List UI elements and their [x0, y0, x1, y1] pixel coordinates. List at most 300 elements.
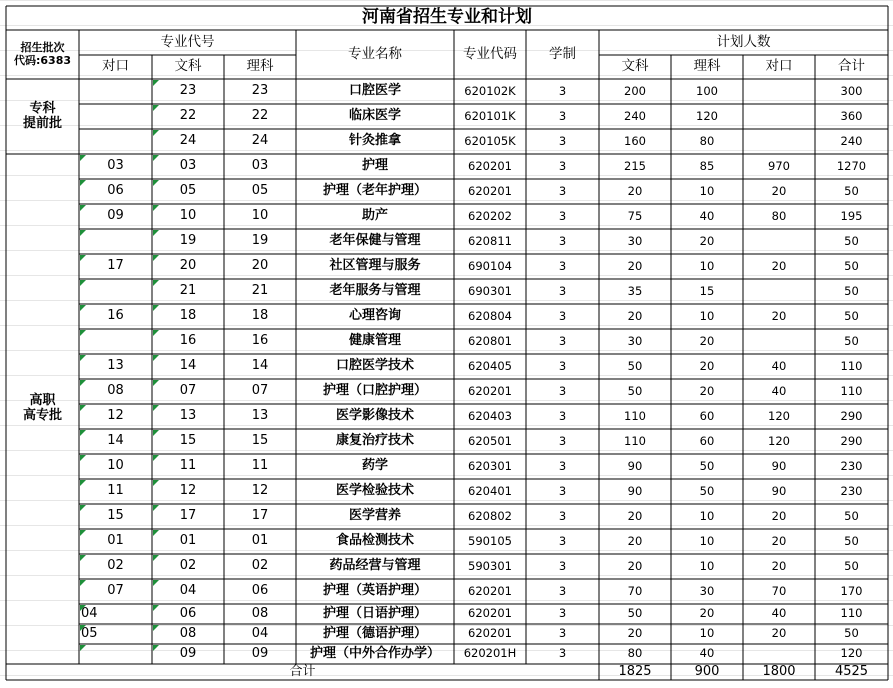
- text-number-marker: [80, 430, 86, 436]
- cell-plan-wenke: 30: [627, 233, 643, 248]
- cell-major-name: 药品经营与管理: [329, 558, 421, 574]
- cell-wenke-code: 07: [179, 383, 197, 399]
- cell-major-name: 针灸推拿: [348, 133, 401, 149]
- cell-program-code: 590301: [468, 558, 512, 573]
- cell-plan-duikou: 120: [768, 408, 790, 423]
- cell-duikou-code: 04: [81, 605, 98, 621]
- cell-major-name: 护理（老年护理）: [322, 183, 427, 199]
- text-number-marker: [153, 530, 159, 536]
- cell-duration: 3: [558, 158, 567, 173]
- cell-plan-total: 50: [844, 283, 859, 298]
- cell-plan-total: 240: [840, 133, 863, 148]
- cell-plan-wenke: 20: [627, 533, 643, 548]
- text-number-marker: [153, 555, 159, 561]
- footer-plan-like: 900: [694, 663, 720, 679]
- cell-program-code: 620101K: [464, 108, 516, 123]
- cell-duikou-code: 17: [107, 258, 124, 274]
- cell-major-name: 心理咨询: [348, 308, 401, 324]
- cell-duikou-code: 10: [107, 458, 124, 474]
- cell-plan-like: 20: [699, 383, 715, 398]
- text-number-marker: [80, 180, 86, 186]
- cell-major-name: 医学影像技术: [335, 408, 414, 424]
- cell-duikou-code: 07: [107, 583, 124, 599]
- text-number-marker: [80, 280, 86, 286]
- cell-program-code: 620201: [468, 583, 512, 598]
- header-sub-like: 理科: [246, 58, 274, 75]
- cell-plan-duikou: [743, 104, 815, 129]
- cell-plan-total: 50: [844, 533, 859, 548]
- cell-plan-duikou: 20: [771, 308, 787, 323]
- text-number-marker: [80, 555, 86, 561]
- cell-plan-like: 100: [696, 83, 718, 98]
- cell-plan-like: 20: [699, 606, 715, 621]
- text-number-marker: [80, 645, 86, 651]
- header-plan-wenke: 文科: [621, 58, 649, 75]
- header-sub-wenke: 文科: [174, 58, 202, 75]
- cell-plan-total: 290: [840, 433, 863, 448]
- cell-like-code: 18: [251, 308, 269, 324]
- cell-duikou-code: 03: [107, 158, 124, 174]
- cell-plan-like: 10: [699, 626, 715, 641]
- cell-plan-total: 120: [840, 646, 863, 661]
- text-number-marker: [80, 530, 86, 536]
- cell-program-code: 690301: [468, 283, 512, 298]
- cell-plan-wenke: 90: [627, 458, 643, 473]
- cell-like-code: 24: [251, 133, 269, 149]
- cell-duration: 3: [558, 133, 567, 148]
- cell-plan-like: 60: [699, 433, 715, 448]
- cell-like-code: 05: [251, 183, 269, 199]
- cell-plan-like: 50: [699, 458, 715, 473]
- text-number-marker: [153, 155, 159, 161]
- cell-like-code: 19: [251, 233, 269, 249]
- text-number-marker: [153, 80, 159, 86]
- cell-plan-duikou: 970: [768, 158, 790, 173]
- text-number-marker: [80, 230, 86, 236]
- cell-plan-duikou: 20: [771, 508, 787, 523]
- cell-major-name: 护理（英语护理）: [322, 583, 427, 599]
- cell-duration: 3: [558, 83, 567, 98]
- cell-like-code: 16: [251, 333, 269, 349]
- text-number-marker: [80, 355, 86, 361]
- cell-plan-duikou: 70: [771, 583, 787, 598]
- cell-plan-wenke: 50: [627, 358, 643, 373]
- text-number-marker: [80, 330, 86, 336]
- cell-duration: 3: [558, 646, 567, 661]
- text-number-marker: [153, 280, 159, 286]
- cell-plan-like: 10: [699, 558, 715, 573]
- cell-like-code: 20: [251, 258, 269, 274]
- cell-duration: 3: [558, 283, 567, 298]
- cell-wenke-code: 06: [179, 605, 197, 621]
- text-number-marker: [80, 405, 86, 411]
- cell-plan-duikou: 20: [771, 533, 787, 548]
- cell-plan-total: 290: [840, 408, 863, 423]
- cell-program-code: 620802: [468, 508, 512, 523]
- cell-plan-total: 50: [844, 333, 859, 348]
- cell-plan-total: 110: [840, 383, 863, 398]
- cell-duikou-code: 06: [107, 183, 124, 199]
- cell-wenke-code: 10: [179, 208, 197, 224]
- cell-plan-duikou: [743, 329, 815, 354]
- cell-plan-total: 110: [840, 606, 863, 621]
- cell-plan-like: 20: [699, 233, 715, 248]
- footer-total-label: 合计: [289, 663, 316, 679]
- cell-plan-wenke: 20: [627, 183, 643, 198]
- cell-plan-like: 20: [699, 333, 715, 348]
- cell-plan-total: 195: [840, 208, 863, 223]
- cell-program-code: 620501: [468, 433, 512, 448]
- cell-major-name: 药学: [361, 458, 388, 474]
- cell-major-name: 老年服务与管理: [329, 283, 421, 299]
- cell-duration: 3: [558, 208, 567, 223]
- cell-duikou-code: [79, 329, 152, 354]
- cell-plan-wenke: 30: [627, 333, 643, 348]
- cell-major-name: 老年保健与管理: [329, 233, 421, 249]
- text-number-marker: [153, 330, 159, 336]
- header-plan-duikou: 对口: [765, 58, 793, 75]
- cell-plan-duikou: 40: [771, 358, 787, 373]
- cell-program-code: 590105: [468, 533, 512, 548]
- cell-program-code: 620105K: [464, 133, 516, 148]
- cell-wenke-code: 22: [179, 108, 197, 124]
- cell-plan-wenke: 110: [624, 433, 646, 448]
- header-plan-total: 合计: [838, 58, 865, 75]
- page-title: 河南省招生专业和计划: [362, 7, 532, 28]
- cell-like-code: 09: [251, 645, 269, 661]
- cell-like-code: 21: [251, 283, 269, 299]
- cell-plan-wenke: 90: [627, 483, 643, 498]
- cell-duration: 3: [558, 233, 567, 248]
- header-program-code: 专业代码: [463, 45, 517, 62]
- cell-like-code: 23: [251, 83, 269, 99]
- cell-plan-wenke: 200: [624, 83, 646, 98]
- cell-program-code: 620102K: [464, 83, 516, 98]
- cell-major-name: 口腔医学: [348, 83, 401, 99]
- cell-wenke-code: 12: [179, 483, 197, 499]
- text-number-marker: [153, 130, 159, 136]
- cell-plan-wenke: 50: [627, 606, 643, 621]
- cell-plan-wenke: 80: [627, 646, 643, 661]
- text-number-marker: [80, 155, 86, 161]
- cell-plan-total: 230: [840, 458, 863, 473]
- header-plan-like: 理科: [693, 58, 721, 75]
- cell-wenke-code: 18: [179, 308, 197, 324]
- cell-like-code: 01: [251, 533, 269, 549]
- cell-plan-wenke: 50: [627, 383, 643, 398]
- text-number-marker: [153, 380, 159, 386]
- cell-plan-duikou: 20: [771, 558, 787, 573]
- text-number-marker: [153, 430, 159, 436]
- text-number-marker: [80, 480, 86, 486]
- text-number-marker: [153, 405, 159, 411]
- cell-like-code: 22: [251, 108, 269, 124]
- cell-plan-like: 10: [699, 533, 715, 548]
- cell-wenke-code: 11: [179, 458, 197, 474]
- cell-duikou-code: [79, 644, 152, 664]
- cell-program-code: 620811: [468, 233, 512, 248]
- cell-plan-like: 10: [699, 183, 715, 198]
- text-number-marker: [153, 205, 159, 211]
- cell-program-code: 620401: [468, 483, 512, 498]
- cell-plan-like: 80: [699, 133, 715, 148]
- cell-wenke-code: 03: [179, 158, 197, 174]
- cell-wenke-code: 09: [179, 645, 197, 661]
- cell-duration: 3: [558, 483, 567, 498]
- cell-plan-duikou: [743, 79, 815, 104]
- cell-duration: 3: [558, 433, 567, 448]
- text-number-marker: [80, 580, 86, 586]
- cell-like-code: 12: [251, 483, 269, 499]
- cell-program-code: 620201: [468, 383, 512, 398]
- cell-major-name: 医学检验技术: [335, 483, 414, 499]
- cell-duration: 3: [558, 533, 567, 548]
- cell-plan-like: 10: [699, 258, 715, 273]
- cell-duration: 3: [558, 408, 567, 423]
- cell-like-code: 17: [251, 508, 269, 524]
- cell-major-name: 康复治疗技术: [335, 433, 414, 449]
- cell-plan-wenke: 110: [624, 408, 646, 423]
- cell-wenke-code: 19: [179, 233, 197, 249]
- text-number-marker: [153, 580, 159, 586]
- cell-duration: 3: [558, 558, 567, 573]
- cell-like-code: 07: [251, 383, 269, 399]
- cell-major-name: 护理（中外合作办学）: [309, 645, 440, 661]
- cell-duration: 3: [558, 358, 567, 373]
- text-number-marker: [153, 180, 159, 186]
- cell-program-code: 620201: [468, 158, 512, 173]
- cell-like-code: 04: [251, 625, 269, 641]
- cell-major-name: 口腔医学技术: [335, 358, 414, 374]
- text-number-marker: [80, 305, 86, 311]
- header-sub-duikou: 对口: [102, 58, 129, 75]
- cell-plan-total: 110: [840, 358, 863, 373]
- cell-plan-duikou: [743, 129, 815, 154]
- text-number-marker: [153, 505, 159, 511]
- cell-plan-like: 120: [696, 108, 718, 123]
- cell-plan-wenke: 215: [624, 158, 646, 173]
- cell-plan-duikou: 20: [771, 626, 787, 641]
- cell-plan-total: 1270: [836, 158, 867, 173]
- header-batch-code: 招生批次 代码:6383: [13, 40, 71, 67]
- cell-wenke-code: 21: [179, 283, 197, 299]
- cell-wenke-code: 02: [179, 558, 197, 574]
- cell-plan-like: 85: [699, 158, 715, 173]
- cell-duration: 3: [558, 626, 567, 641]
- cell-plan-duikou: 120: [768, 433, 790, 448]
- cell-like-code: 13: [251, 408, 269, 424]
- cell-major-name: 护理（口腔护理）: [322, 383, 427, 399]
- cell-like-code: 02: [251, 558, 269, 574]
- cell-plan-duikou: 40: [771, 606, 787, 621]
- cell-plan-total: 50: [844, 183, 859, 198]
- cell-duration: 3: [558, 183, 567, 198]
- cell-major-name: 护理（德语护理）: [322, 625, 427, 641]
- cell-wenke-code: 17: [179, 508, 197, 524]
- text-number-marker: [153, 105, 159, 111]
- cell-wenke-code: 08: [179, 625, 197, 641]
- cell-duikou-code: 12: [107, 408, 124, 424]
- cell-major-name: 护理: [361, 158, 388, 174]
- cell-major-name: 社区管理与服务: [329, 258, 421, 274]
- cell-wenke-code: 13: [179, 408, 197, 424]
- cell-duration: 3: [558, 383, 567, 398]
- cell-wenke-code: 20: [179, 258, 197, 274]
- text-number-marker: [80, 380, 86, 386]
- text-number-marker: [153, 455, 159, 461]
- cell-major-name: 食品检测技术: [335, 533, 414, 549]
- cell-plan-duikou: 90: [771, 483, 787, 498]
- cell-like-code: 14: [251, 358, 269, 374]
- cell-duration: 3: [558, 108, 567, 123]
- cell-plan-wenke: 240: [624, 108, 646, 123]
- header-plan-group: 计划人数: [716, 33, 771, 50]
- cell-plan-wenke: 20: [627, 508, 643, 523]
- text-number-marker: [80, 505, 86, 511]
- cell-plan-duikou: 20: [771, 183, 787, 198]
- cell-plan-like: 10: [699, 508, 715, 523]
- cell-duikou-code: 15: [107, 508, 124, 524]
- cell-major-name: 医学营养: [348, 508, 401, 524]
- cell-plan-duikou: 90: [771, 458, 787, 473]
- batch-group-label: 高职 高专批: [22, 393, 62, 423]
- cell-plan-total: 50: [844, 258, 859, 273]
- text-number-marker: [80, 625, 86, 631]
- cell-duration: 3: [558, 308, 567, 323]
- cell-program-code: 620801: [468, 333, 512, 348]
- text-number-marker: [153, 305, 159, 311]
- cell-duration: 3: [558, 606, 567, 621]
- cell-wenke-code: 15: [179, 433, 197, 449]
- cell-major-name: 临床医学: [348, 108, 401, 124]
- cell-duikou-code: 08: [107, 383, 124, 399]
- header-major-name: 专业名称: [348, 45, 402, 62]
- footer-plan-wenke: 1825: [618, 663, 652, 679]
- cell-plan-duikou: [743, 279, 815, 304]
- cell-duikou-code: 13: [107, 358, 124, 374]
- cell-duikou-code: [79, 129, 152, 154]
- cell-program-code: 620405: [468, 358, 512, 373]
- cell-plan-like: 60: [699, 408, 715, 423]
- cell-like-code: 15: [251, 433, 269, 449]
- cell-duikou-code: 16: [107, 308, 124, 324]
- cell-wenke-code: 23: [179, 83, 197, 99]
- cell-plan-duikou: 80: [771, 208, 787, 223]
- header-major-code-group: 专业代号: [160, 33, 215, 50]
- cell-wenke-code: 05: [179, 183, 197, 199]
- cell-plan-wenke: 160: [624, 133, 646, 148]
- batch-group-label: 专科 提前批: [22, 100, 62, 131]
- cell-like-code: 03: [251, 158, 269, 174]
- cell-program-code: 690104: [468, 258, 512, 273]
- cell-program-code: 620201: [468, 606, 512, 621]
- cell-plan-wenke: 70: [627, 583, 643, 598]
- cell-duikou-code: 02: [107, 558, 124, 574]
- cell-plan-total: 50: [844, 626, 859, 641]
- cell-plan-like: 50: [699, 483, 715, 498]
- cell-program-code: 620201: [468, 626, 512, 641]
- cell-plan-duikou: 40: [771, 383, 787, 398]
- cell-duikou-code: [79, 104, 152, 129]
- cell-plan-wenke: 35: [627, 283, 643, 298]
- text-number-marker: [153, 255, 159, 261]
- cell-plan-total: 50: [844, 508, 859, 523]
- cell-plan-total: 50: [844, 233, 859, 248]
- cell-like-code: 06: [251, 583, 269, 599]
- text-number-marker: [153, 230, 159, 236]
- cell-plan-duikou: 20: [771, 258, 787, 273]
- cell-plan-like: 20: [699, 358, 715, 373]
- cell-wenke-code: 01: [179, 533, 197, 549]
- cell-major-name: 助产: [361, 208, 388, 224]
- footer-plan-total: 4525: [834, 663, 869, 679]
- cell-program-code: 620804: [468, 308, 512, 323]
- cell-plan-duikou: [743, 229, 815, 254]
- cell-duration: 3: [558, 583, 567, 598]
- cell-wenke-code: 16: [179, 333, 197, 349]
- cell-plan-like: 30: [699, 583, 715, 598]
- cell-wenke-code: 04: [179, 583, 197, 599]
- cell-duikou-code: [79, 79, 152, 104]
- cell-duikou-code: 11: [107, 483, 124, 499]
- cell-program-code: 620301: [468, 458, 512, 473]
- cell-wenke-code: 24: [179, 133, 197, 149]
- cell-program-code: 620403: [468, 408, 512, 423]
- text-number-marker: [153, 605, 159, 611]
- cell-duration: 3: [558, 458, 567, 473]
- cell-plan-like: 40: [699, 646, 715, 661]
- cell-duikou-code: 14: [107, 433, 124, 449]
- cell-plan-like: 15: [699, 283, 715, 298]
- cell-plan-like: 40: [699, 208, 715, 223]
- cell-duikou-code: [79, 279, 152, 304]
- cell-plan-like: 10: [699, 308, 715, 323]
- text-number-marker: [153, 480, 159, 486]
- cell-program-code: 620201: [468, 183, 512, 198]
- cell-plan-total: 300: [840, 83, 863, 98]
- text-number-marker: [153, 645, 159, 651]
- cell-program-code: 620202: [468, 208, 512, 223]
- cell-plan-total: 230: [840, 483, 863, 498]
- cell-duikou-code: 09: [107, 208, 124, 224]
- cell-wenke-code: 14: [179, 358, 197, 374]
- cell-plan-wenke: 20: [627, 626, 643, 641]
- text-number-marker: [80, 605, 86, 611]
- text-number-marker: [80, 455, 86, 461]
- cell-duration: 3: [558, 258, 567, 273]
- header-duration: 学制: [549, 45, 576, 62]
- cell-duration: 3: [558, 333, 567, 348]
- cell-duration: 3: [558, 508, 567, 523]
- cell-plan-wenke: 20: [627, 558, 643, 573]
- cell-plan-total: 360: [840, 108, 863, 123]
- cell-plan-total: 50: [844, 308, 859, 323]
- cell-plan-duikou: [743, 644, 815, 664]
- text-number-marker: [80, 255, 86, 261]
- text-number-marker: [153, 625, 159, 631]
- cell-duikou-code: 05: [81, 625, 98, 641]
- cell-plan-wenke: 75: [627, 208, 643, 223]
- cell-plan-wenke: 20: [627, 308, 643, 323]
- cell-program-code: 620201H: [463, 646, 517, 661]
- cell-like-code: 11: [251, 458, 269, 474]
- footer-plan-duikou: 1800: [762, 663, 796, 679]
- text-number-marker: [80, 205, 86, 211]
- cell-plan-total: 50: [844, 558, 859, 573]
- cell-duikou-code: [79, 229, 152, 254]
- cell-like-code: 08: [251, 605, 269, 621]
- cell-major-name: 护理（日语护理）: [322, 605, 427, 621]
